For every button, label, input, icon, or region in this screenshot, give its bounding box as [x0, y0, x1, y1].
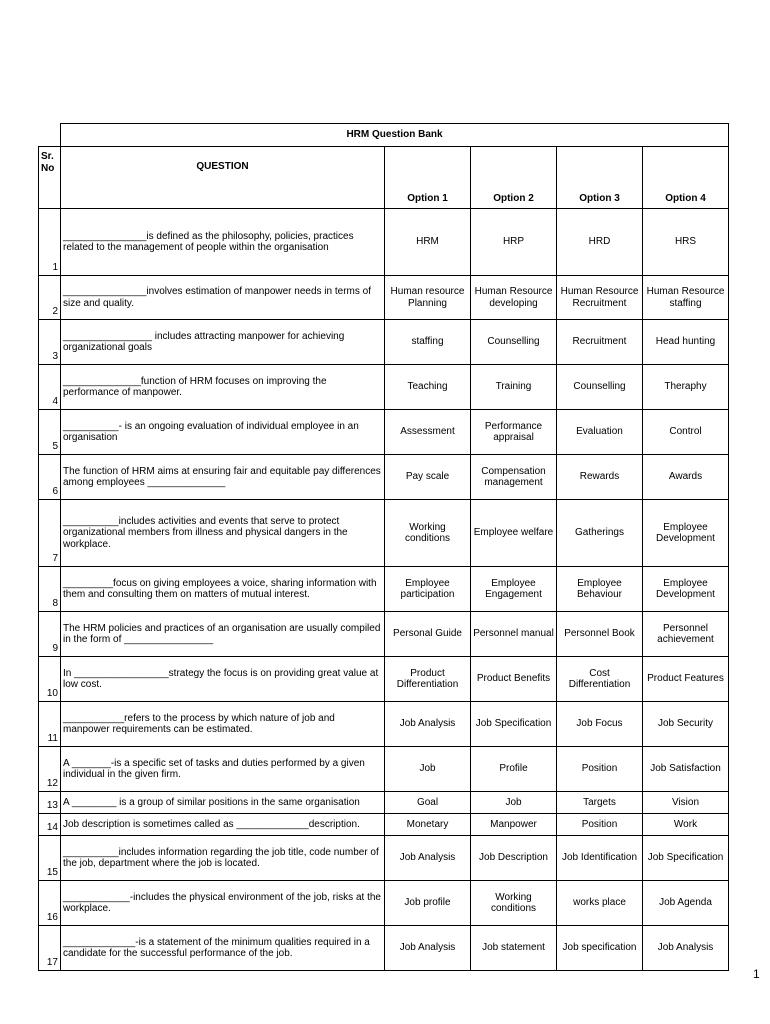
table-row — [39, 365, 729, 410]
row-option-3: Employee Behaviour — [557, 567, 643, 612]
row-sr-no: 1 — [39, 209, 61, 276]
table-row — [39, 455, 729, 500]
row-option-3: Position — [557, 747, 643, 792]
row-option-1: Working conditions — [385, 500, 471, 567]
table-title: HRM Question Bank — [61, 124, 729, 147]
row-option-2: Manpower — [471, 814, 557, 836]
table-row — [39, 276, 729, 320]
table-row — [39, 567, 729, 612]
row-option-2: Working conditions — [471, 881, 557, 926]
row-sr-no: 7 — [39, 500, 61, 567]
row-option-2: Human Resource developing — [471, 276, 557, 320]
row-option-1: Product Differentiation — [385, 657, 471, 702]
row-option-3: Position — [557, 814, 643, 836]
row-sr-no: 11 — [39, 702, 61, 747]
row-question: ___________refers to the process by which nature of job and manpower requirements can be estimated. — [61, 702, 385, 747]
row-option-2: Personnel manual — [471, 612, 557, 657]
row-option-4: Theraphy — [643, 365, 729, 410]
table-row — [39, 926, 729, 971]
row-option-4: Vision — [643, 792, 729, 814]
row-option-4: Human Resource staffing — [643, 276, 729, 320]
table-row — [39, 702, 729, 747]
row-sr-no: 9 — [39, 612, 61, 657]
table-row — [39, 881, 729, 926]
row-sr-no: 15 — [39, 836, 61, 881]
row-option-2: HRP — [471, 209, 557, 276]
row-question: ____________-includes the physical environment of the job, risks at the workplace. — [61, 881, 385, 926]
row-option-3: Job Identification — [557, 836, 643, 881]
header-option-3: Option 3 — [557, 147, 643, 209]
header-sr-no: Sr. No — [39, 147, 61, 209]
row-question: _______________involves estimation of manpower needs in terms of size and quality. — [61, 276, 385, 320]
row-option-2: Compensation management — [471, 455, 557, 500]
row-option-1: Job Analysis — [385, 926, 471, 971]
row-question: __________includes activities and events that serve to protect organizational members from illness and physical dangers in the workplace. — [61, 500, 385, 567]
row-option-4: Personnel achievement — [643, 612, 729, 657]
question-bank-table — [38, 123, 729, 971]
row-option-3: works place — [557, 881, 643, 926]
row-option-1: Goal — [385, 792, 471, 814]
table-row — [39, 747, 729, 792]
row-sr-no: 14 — [39, 814, 61, 836]
row-option-4: Job Satisfaction — [643, 747, 729, 792]
row-sr-no: 4 — [39, 365, 61, 410]
row-question: Job description is sometimes called as _____________description. — [61, 814, 385, 836]
row-question: ______________function of HRM focuses on improving the performance of manpower. — [61, 365, 385, 410]
row-option-1: Employee participation — [385, 567, 471, 612]
header-option-1: Option 1 — [385, 147, 471, 209]
row-option-1: staffing — [385, 320, 471, 365]
row-option-1: Personal Guide — [385, 612, 471, 657]
row-option-2: Employee welfare — [471, 500, 557, 567]
row-option-3: Gatherings — [557, 500, 643, 567]
row-option-2: Profile — [471, 747, 557, 792]
row-option-3: Personnel Book — [557, 612, 643, 657]
table-row — [39, 814, 729, 836]
row-sr-no: 8 — [39, 567, 61, 612]
row-sr-no: 12 — [39, 747, 61, 792]
row-option-1: Job profile — [385, 881, 471, 926]
row-option-2: Employee Engagement — [471, 567, 557, 612]
row-option-4: Job Agenda — [643, 881, 729, 926]
row-option-4: Employee Development — [643, 500, 729, 567]
row-option-2: Performance appraisal — [471, 410, 557, 455]
row-sr-no: 6 — [39, 455, 61, 500]
row-option-4: Awards — [643, 455, 729, 500]
row-option-4: Control — [643, 410, 729, 455]
page-number: 1 — [753, 967, 760, 981]
row-option-4: Job Security — [643, 702, 729, 747]
row-option-4: Product Features — [643, 657, 729, 702]
row-option-4: HRS — [643, 209, 729, 276]
row-option-3: Job Focus — [557, 702, 643, 747]
row-option-3: Counselling — [557, 365, 643, 410]
row-option-1: HRM — [385, 209, 471, 276]
row-question: _____________-is a statement of the minimum qualities required in a candidate for the successful performance of the job. — [61, 926, 385, 971]
table-row — [39, 209, 729, 276]
header-question: QUESTION — [61, 147, 385, 209]
row-sr-no: 5 — [39, 410, 61, 455]
row-sr-no: 16 — [39, 881, 61, 926]
table-row — [39, 500, 729, 567]
row-sr-no: 13 — [39, 792, 61, 814]
row-option-3: Rewards — [557, 455, 643, 500]
row-question: A _______-is a specific set of tasks and duties performed by a given individual in the given firm. — [61, 747, 385, 792]
row-option-2: Job Specification — [471, 702, 557, 747]
row-option-1: Assessment — [385, 410, 471, 455]
table-row — [39, 657, 729, 702]
row-question: __________includes information regarding the job title, code number of the job, department where the job is located. — [61, 836, 385, 881]
row-option-1: Job Analysis — [385, 836, 471, 881]
row-option-1: Human resource Planning — [385, 276, 471, 320]
table-row — [39, 410, 729, 455]
row-option-3: Job specification — [557, 926, 643, 971]
row-option-4: Head hunting — [643, 320, 729, 365]
row-question: In _________________strategy the focus is on providing great value at low cost. — [61, 657, 385, 702]
row-option-3: Evaluation — [557, 410, 643, 455]
row-question: The function of HRM aims at ensuring fair and equitable pay differences among employees ______________ — [61, 455, 385, 500]
row-sr-no: 17 — [39, 926, 61, 971]
row-option-1: Job Analysis — [385, 702, 471, 747]
row-option-1: Pay scale — [385, 455, 471, 500]
table-row — [39, 320, 729, 365]
row-option-3: Human Resource Recruitment — [557, 276, 643, 320]
row-sr-no: 2 — [39, 276, 61, 320]
row-sr-no: 3 — [39, 320, 61, 365]
row-option-3: Recruitment — [557, 320, 643, 365]
row-option-1: Job — [385, 747, 471, 792]
row-option-2: Product Benefits — [471, 657, 557, 702]
table-body — [39, 209, 729, 971]
row-question: __________- is an ongoing evaluation of individual employee in an organisation — [61, 410, 385, 455]
row-question: ________________ includes attracting manpower for achieving organizational goals — [61, 320, 385, 365]
row-option-4: Job Analysis — [643, 926, 729, 971]
row-option-1: Teaching — [385, 365, 471, 410]
row-question: A ________ is a group of similar positions in the same organisation — [61, 792, 385, 814]
header-option-4: Option 4 — [643, 147, 729, 209]
header-option-2: Option 2 — [471, 147, 557, 209]
row-question: The HRM policies and practices of an organisation are usually compiled in the form of ________________ — [61, 612, 385, 657]
table-row — [39, 836, 729, 881]
row-option-3: HRD — [557, 209, 643, 276]
row-option-2: Job statement — [471, 926, 557, 971]
row-option-2: Job Description — [471, 836, 557, 881]
blank-corner-cell — [39, 124, 61, 147]
row-option-4: Job Specification — [643, 836, 729, 881]
table-row — [39, 792, 729, 814]
row-option-1: Monetary — [385, 814, 471, 836]
row-question: _______________is defined as the philosophy, policies, practices related to the management of people within the organisation — [61, 209, 385, 276]
row-option-4: Employee Development — [643, 567, 729, 612]
row-option-2: Job — [471, 792, 557, 814]
row-question: _________focus on giving employees a voice, sharing information with them and consulting them on matters of mutual interest. — [61, 567, 385, 612]
row-option-2: Training — [471, 365, 557, 410]
row-sr-no: 10 — [39, 657, 61, 702]
row-option-2: Counselling — [471, 320, 557, 365]
row-option-3: Targets — [557, 792, 643, 814]
row-option-4: Work — [643, 814, 729, 836]
table-row — [39, 612, 729, 657]
row-option-3: Cost Differentiation — [557, 657, 643, 702]
